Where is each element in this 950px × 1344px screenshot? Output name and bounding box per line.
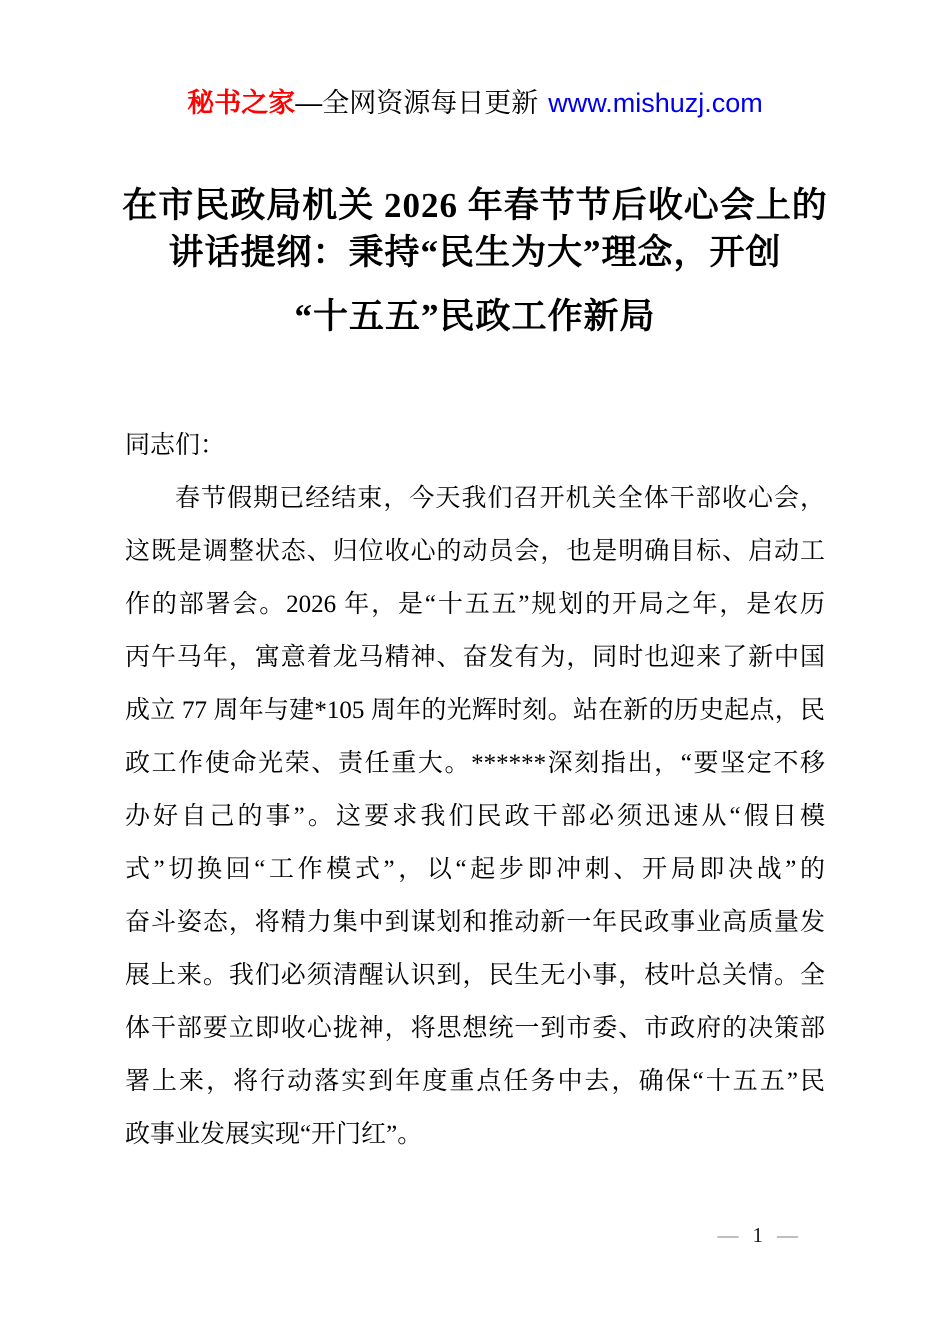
- page-number-dash-right: —: [777, 1223, 798, 1247]
- paragraph-line: 政工作使命光荣、责任重大。******深刻指出，“要坚定不移: [125, 750, 825, 777]
- page-number-value: 1: [752, 1223, 763, 1247]
- masthead-tagline: —全网资源每日更新: [295, 88, 539, 118]
- document-title-line-2: 讲话提纲：秉持“民生为大”理念，开创: [168, 233, 782, 272]
- masthead: [0, 86, 950, 120]
- paragraph-line: 丙午马年，寓意着龙马精神、奋发有为，同时也迎来了新中国: [125, 644, 825, 671]
- document-title-line-1: 在市民政局机关 2026 年春节节后收心会上的: [122, 186, 828, 225]
- paragraph-line: 政事业发展实现“开门红”。: [125, 1121, 423, 1148]
- paragraph-line: 这既是调整状态、归位收心的动员会，也是明确目标、启动工: [125, 538, 825, 565]
- body-paragraph: [125, 472, 825, 1161]
- paragraph-line: 作的部署会。2026 年，是“十五五”规划的开局之年，是农历: [125, 591, 825, 618]
- masthead-site-name: 秘书之家: [187, 88, 296, 118]
- paragraph-line: 春节假期已经结束，今天我们召开机关全体干部收心会，: [175, 485, 825, 512]
- page-number-dash-left: —: [717, 1223, 739, 1247]
- paragraph-line: 式”切换回“工作模式”，以“起步即冲刺、开局即决战”的: [125, 856, 825, 883]
- document-title-line-3: “十五五”民政工作新局: [294, 297, 656, 336]
- document-title: [70, 182, 880, 340]
- paragraph-line: 奋斗姿态，将精力集中到谋划和推动新一年民政事业高质量发: [125, 909, 825, 936]
- paragraph-line: 体干部要立即收心拢神，将思想统一到市委、市政府的决策部: [125, 1015, 825, 1042]
- paragraph-line: 署上来，将行动落实到年度重点任务中去，确保“十五五”民: [125, 1068, 825, 1095]
- paragraph-line: 展上来。我们必须清醒认识到，民生无小事，枝叶总关情。全: [125, 962, 825, 989]
- masthead-url-link[interactable]: www.mishuzj.com: [548, 88, 763, 118]
- paragraph-line: 办好自己的事”。这要求我们民政干部必须迅速从“假日模: [125, 803, 825, 830]
- page-number: [718, 1222, 799, 1248]
- salutation: 同志们：: [125, 432, 226, 459]
- paragraph-line: 成立 77 周年与建*105 周年的光辉时刻。站在新的历史起点，民: [125, 697, 825, 724]
